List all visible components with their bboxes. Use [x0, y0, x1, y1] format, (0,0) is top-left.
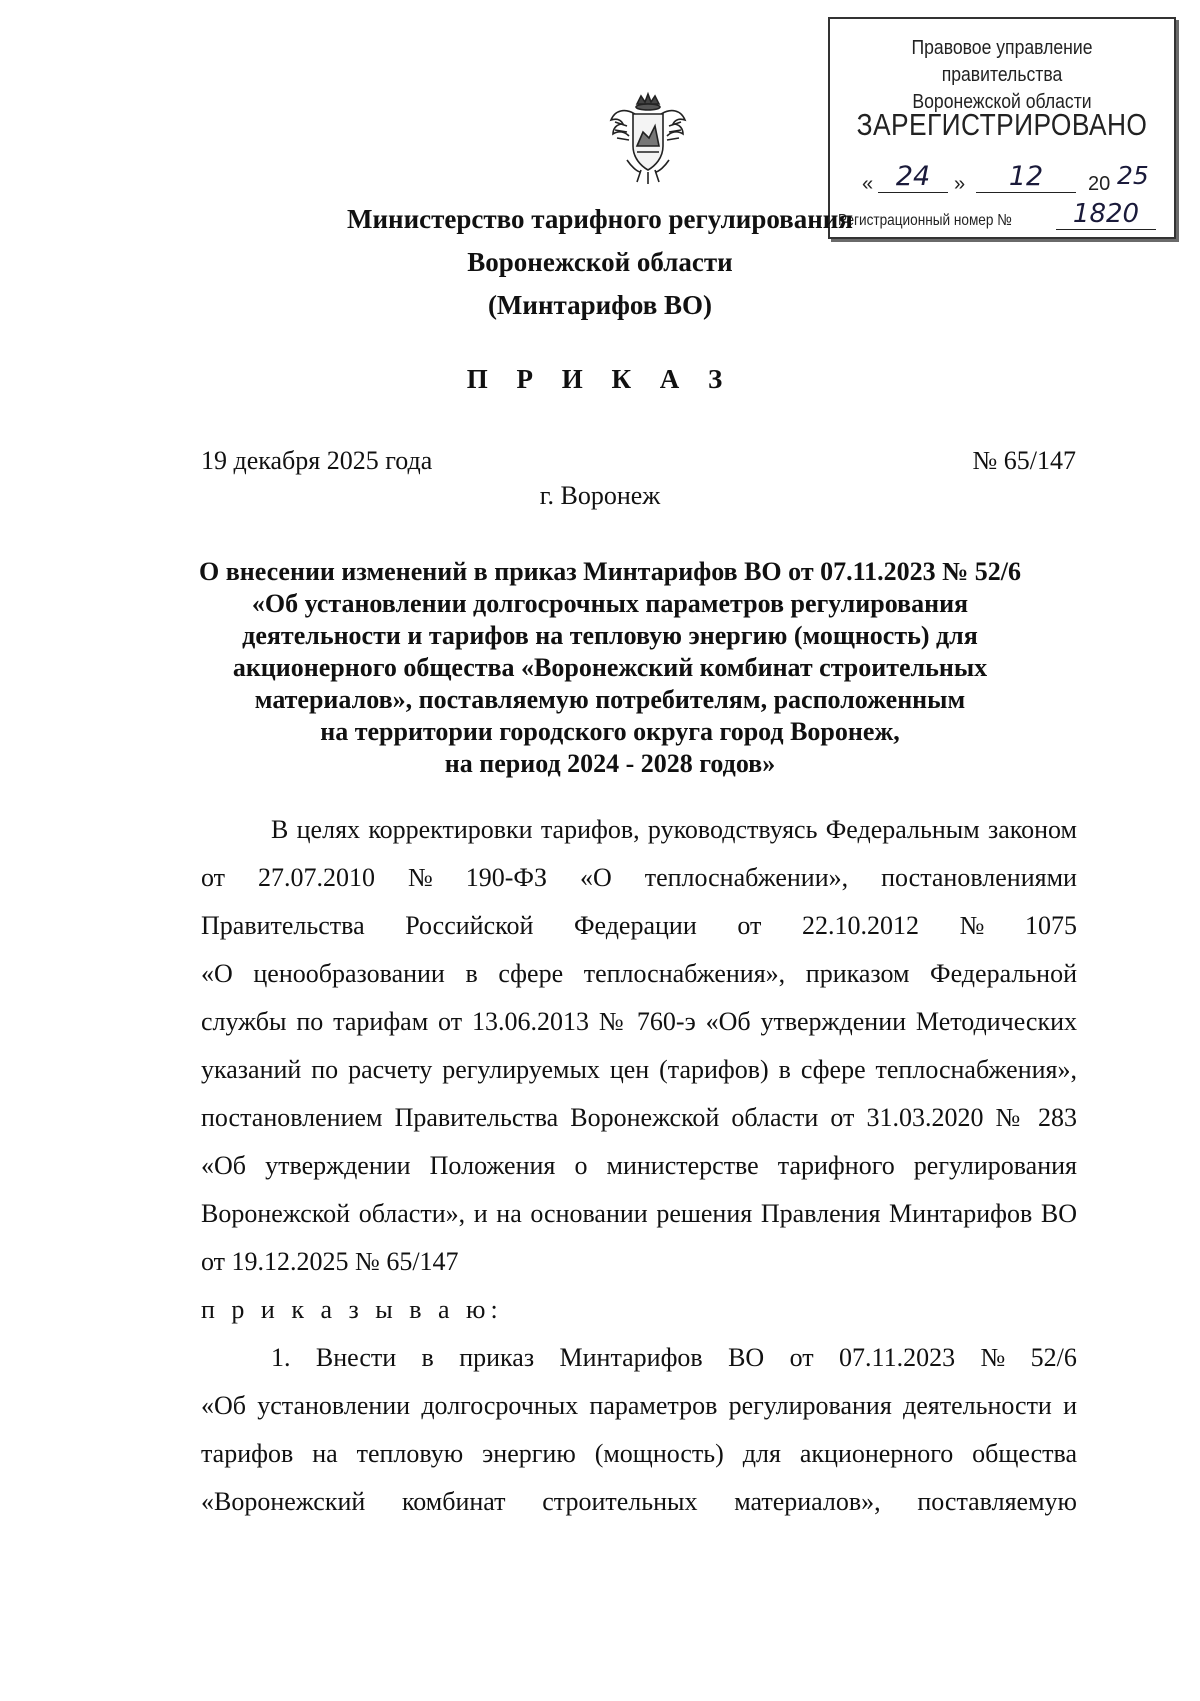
ministry-name-line1: Министерство тарифного регулирования: [347, 204, 853, 234]
text-segment: приказ: [459, 1343, 535, 1372]
order-subject: [140, 556, 1080, 780]
text-line: [201, 1478, 1077, 1526]
text-line: [201, 1430, 1077, 1478]
order-city: г. Воронеж: [539, 481, 661, 510]
text-segment: Внести: [315, 1343, 397, 1372]
text-segment: в: [421, 1343, 434, 1372]
text-line: [201, 902, 1077, 950]
text-line: [201, 854, 1077, 902]
subject-line: на период 2024 - 2028 годов»: [444, 749, 776, 778]
text-segment: «Об установлении долгосрочных параметров регулирования деятельности и: [201, 1391, 1077, 1420]
text-segment: Российской: [405, 911, 534, 940]
order-number: № 65/147: [972, 446, 1076, 475]
stamp-date-year-suffix: 25: [1117, 161, 1149, 190]
text-segment: «О ценообразовании в сфере теплоснабжения», приказом Федеральной: [201, 959, 1077, 988]
text-line: [201, 1238, 1077, 1286]
text-segment: службы по тарифам от 13.06.2013 № 760-э «Об утверждении Методических: [201, 1007, 1077, 1036]
text-segment: 1075: [1024, 911, 1077, 940]
text-segment: 1.: [271, 1343, 291, 1372]
text-segment: №: [980, 1343, 1006, 1372]
stamp-reg-number: 1820: [1056, 199, 1156, 230]
order-date: 19 декабря 2025 года: [201, 446, 433, 475]
text-segment: «Об утверждении Положения о министерстве тарифного регулирования: [201, 1151, 1077, 1180]
stamp-org-line2: Воронежской области: [912, 91, 1092, 113]
text-segment: «Воронежский: [201, 1487, 366, 1516]
text-line: [201, 1094, 1077, 1142]
stamp-date-year-prefix: 20: [1088, 173, 1111, 195]
subject-line: на территории городского округа город Воронеж,: [320, 717, 900, 746]
stamp-status: ЗАРЕГИСТРИРОВАНО: [856, 107, 1148, 142]
text-segment: материалов»,: [734, 1487, 881, 1516]
subject-line: «Об установлении долгосрочных параметров регулирования: [251, 589, 969, 618]
text-segment: №: [959, 911, 985, 940]
text-segment: 52/6: [1030, 1343, 1077, 1372]
text-segment: поставляемую: [917, 1487, 1077, 1516]
text-segment: Минтарифов: [559, 1343, 703, 1372]
text-line: [201, 1142, 1077, 1190]
preamble-paragraph: [201, 806, 1077, 1526]
text-segment: №: [407, 863, 433, 892]
stamp-date-quote-open: «: [862, 173, 874, 195]
text-line: [201, 1334, 1077, 1382]
text-segment: постановлениями: [881, 863, 1077, 892]
subject-line: акционерного общества «Воронежский комбинат строительных: [232, 653, 988, 682]
text-segment: Правительства: [201, 911, 365, 940]
stamp-reg-label: Регистрационный номер №: [838, 212, 1012, 229]
text-segment: ВО: [728, 1343, 765, 1372]
text-line: [201, 1382, 1077, 1430]
stamp-date-month: 12: [976, 161, 1076, 193]
stamp-date: [862, 161, 1162, 197]
ministry-short-name: (Минтарифов ВО): [487, 290, 713, 320]
text-segment: 190-ФЗ: [465, 863, 547, 892]
text-line: [201, 998, 1077, 1046]
item-1-lines: [201, 1334, 1077, 1526]
text-segment: тарифов на тепловую энергию (мощность) для акционерного общества: [201, 1439, 1077, 1468]
text-segment: от: [737, 911, 762, 940]
text-segment: 22.10.2012: [801, 911, 919, 940]
ministry-name-line2: Воронежской области: [467, 247, 733, 277]
text-segment: 27.07.2010: [258, 863, 375, 892]
coat-of-arms-icon: [607, 90, 689, 186]
subject-line: деятельности и тарифов на тепловую энергию (мощность) для: [242, 621, 978, 650]
text-line: [201, 1046, 1077, 1094]
text-segment: теплоснабжении»,: [644, 863, 849, 892]
text-segment: строительных: [542, 1487, 698, 1516]
text-segment: Воронежской области», и на основании решения Правления Минтарифов ВО: [201, 1199, 1077, 1228]
preamble-lines: [201, 806, 1077, 1286]
stamp-date-quote-close: »: [954, 173, 966, 195]
order-title: П Р И К А З: [466, 364, 734, 394]
text-segment: указаний по расчету регулируемых цен (тарифов) в сфере теплоснабжения»,: [201, 1055, 1077, 1084]
stamp-org-line1: Правовое управление правительства: [911, 37, 1093, 86]
text-segment: постановлением Правительства Воронежской области от 31.03.2020 № 283: [201, 1103, 1077, 1132]
text-segment: от: [201, 863, 226, 892]
text-segment: В целях корректировки тарифов, руководствуясь Федеральным законом: [271, 815, 1077, 844]
text-segment: от: [789, 1343, 814, 1372]
text-segment: 07.11.2023: [839, 1343, 956, 1372]
text-line: [201, 806, 1077, 854]
text-segment: Федерации: [573, 911, 697, 940]
stamp-organization: [851, 35, 1154, 116]
order-command: п р и к а з ы в а ю:: [201, 1295, 503, 1324]
text-line: [201, 950, 1077, 998]
text-segment: «О: [579, 863, 612, 892]
text-segment: комбинат: [401, 1487, 506, 1516]
subject-line: О внесении изменений в приказ Минтарифов ВО от 07.11.2023 № 52/6: [198, 557, 1022, 586]
stamp-date-day: 24: [878, 161, 948, 193]
subject-line: материалов», поставляемую потребителям, расположенным: [254, 685, 966, 714]
text-segment: от 19.12.2025 № 65/147: [201, 1247, 459, 1276]
text-line: [201, 1190, 1077, 1238]
